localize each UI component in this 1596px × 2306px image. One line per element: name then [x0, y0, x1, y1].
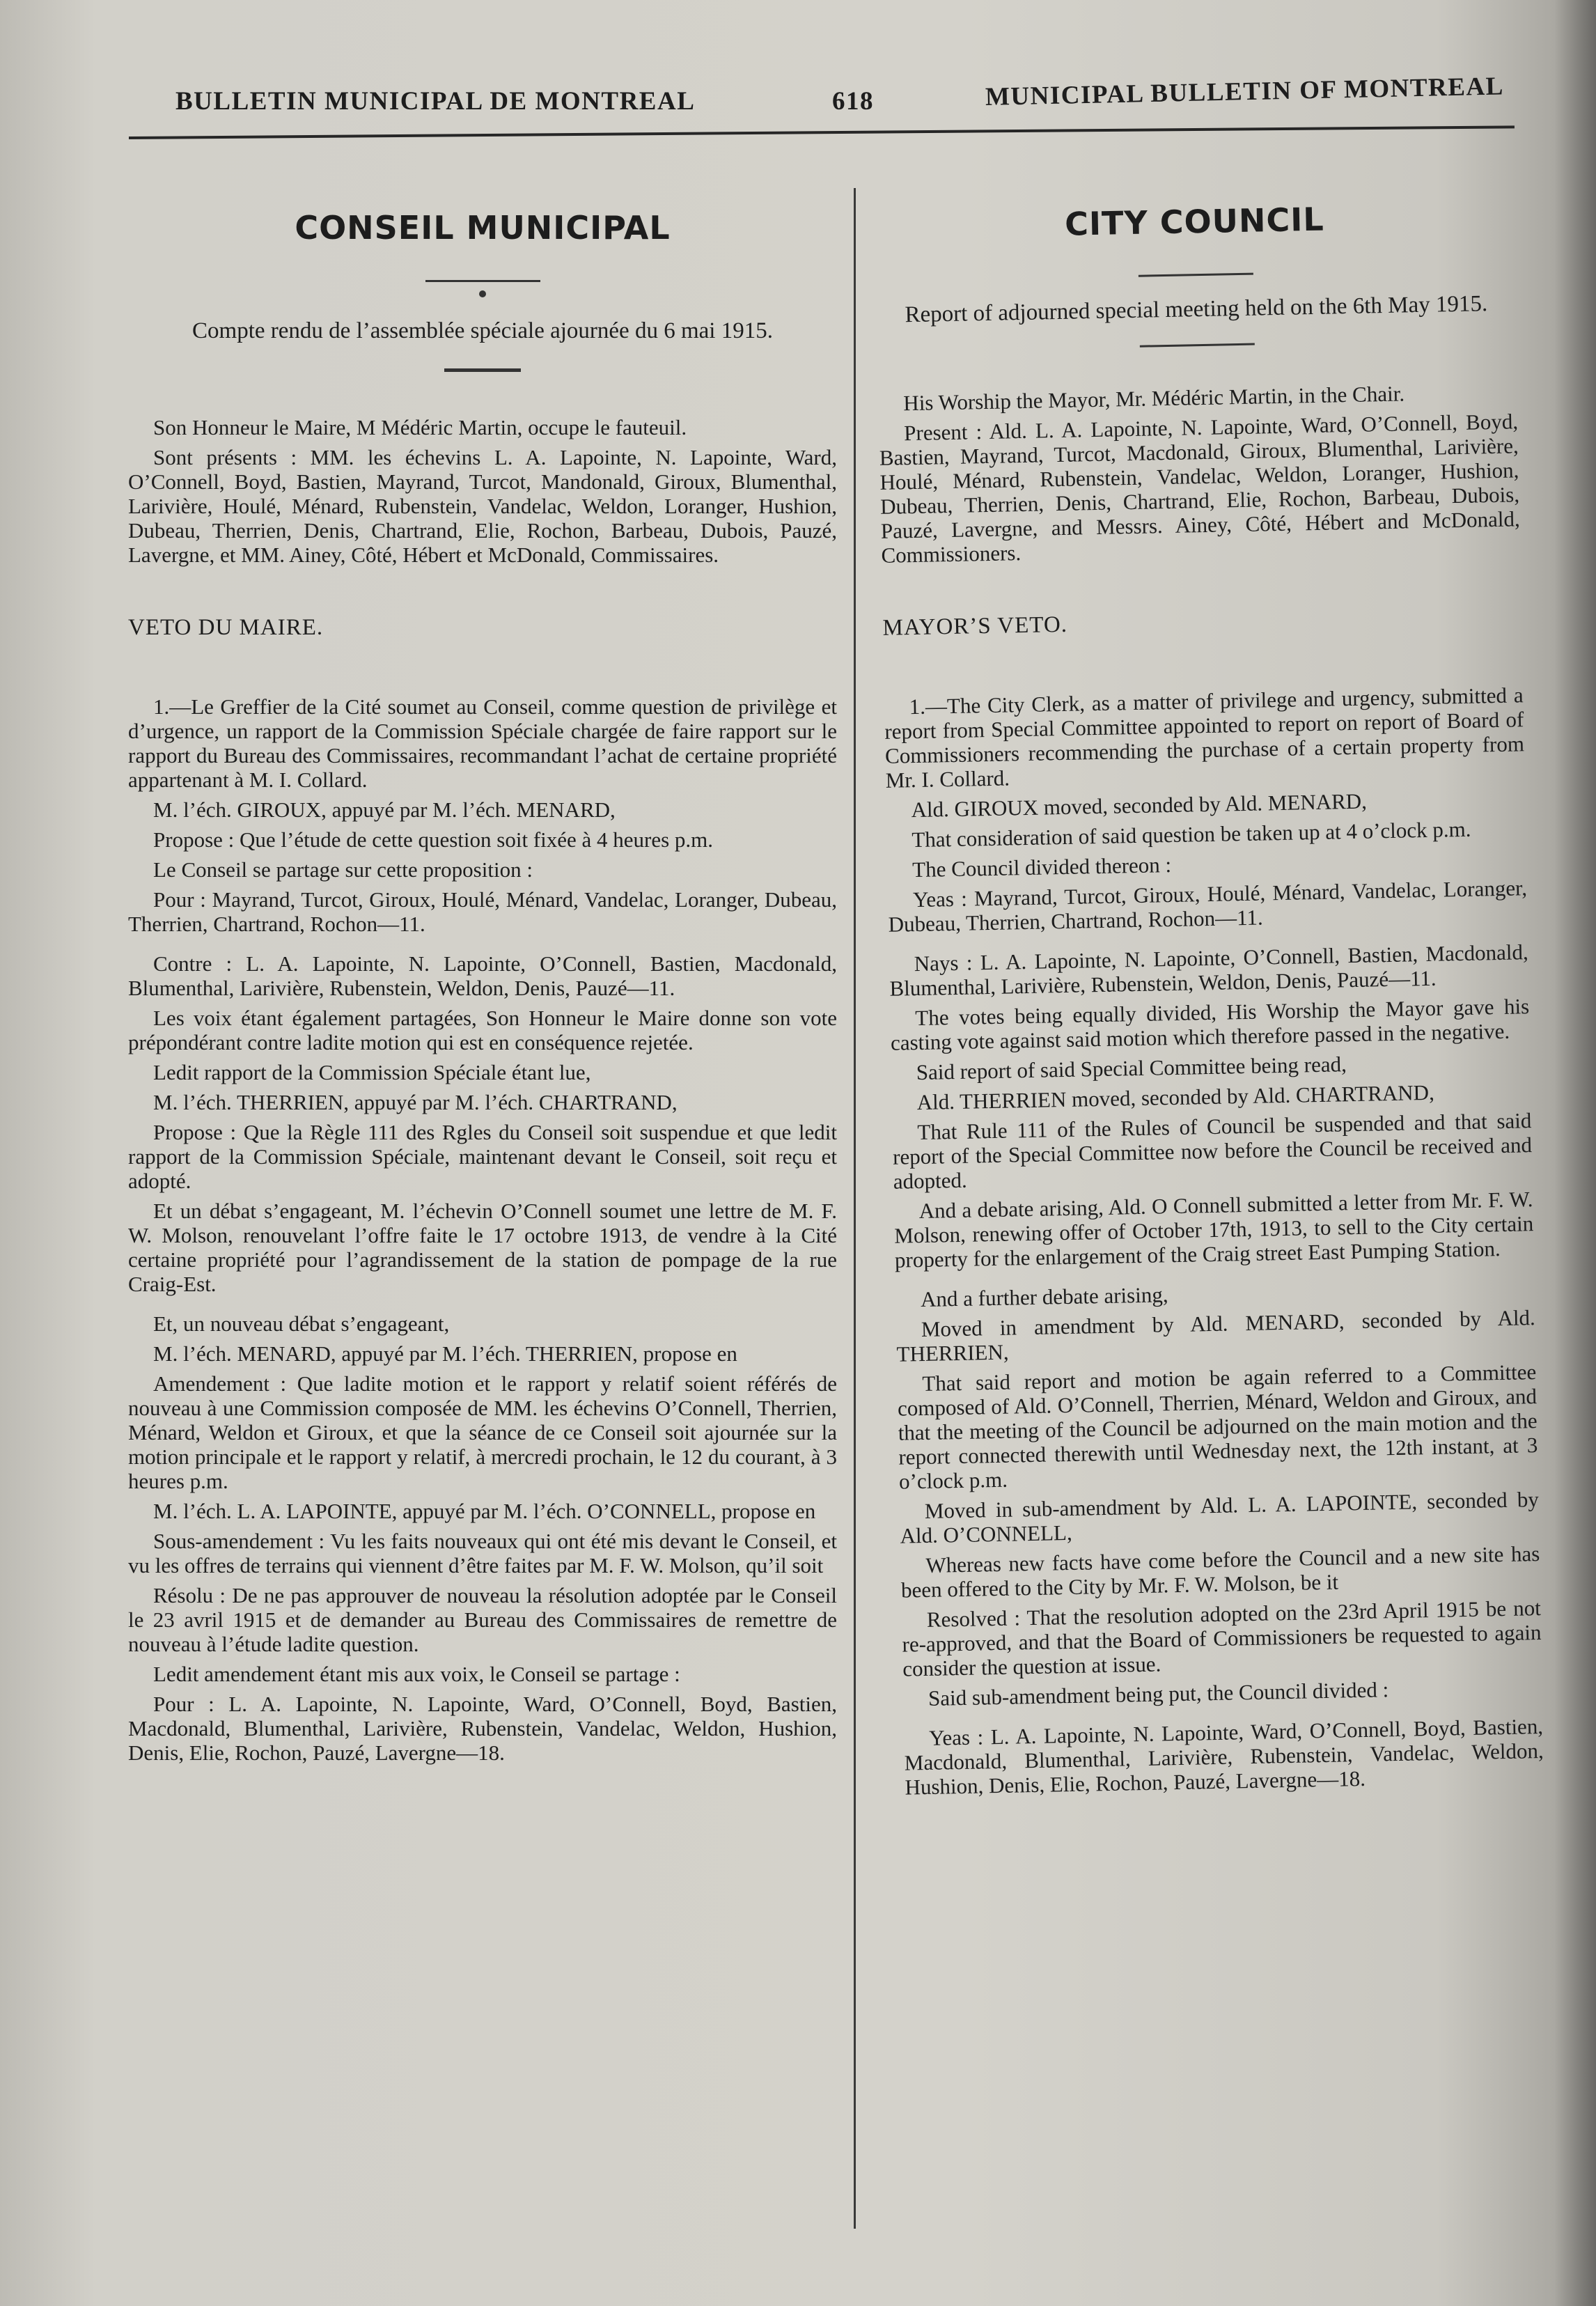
english-paragraph: Said sub-amendment being put, the Council divided : [928, 1677, 1389, 1711]
english-paragraph: Ald. THERRIEN moved, seconded by Ald. CHARTRAND, [916, 1080, 1435, 1115]
french-paragraph: Propose : Que l’étude de cette question soit fixée à 4 heures p.m. [153, 827, 714, 852]
english-paragraph: The Council divided thereon : [912, 852, 1172, 882]
english-paragraph: Whereas new facts have come before the Council and a new site has been offered to the City by Mr. F. W. Molson, be it [900, 1541, 1540, 1603]
subtitle-rule [444, 368, 521, 372]
english-subtitle: Report of adjourned special meeting held on the 6th May 1915. [905, 291, 1488, 328]
english-paragraph: Moved in amendment by Ald. MENARD, seconded by Ald. THERRIEN, [896, 1305, 1536, 1366]
english-paragraph: That said report and motion be again referred to a Committee composed of Ald. O’Connell, Therrien, Ménard, Weldon and Giroux, and that the meeting of the Council be adjourned on the main motion and the report connected therewith until Wednesday next, the 12th instant, at 3 o’clock p.m. [897, 1360, 1538, 1494]
english-paragraph: Nays : L. A. Lapointe, N. Lapointe, O’Connell, Bastien, Macdonald, Blumenthal, Larivière, Rubenstein, Weldon, Denis, Pauzé—11. [889, 940, 1528, 1001]
french-subtitle: Compte rendu de l’assemblée spéciale ajournée du 6 mai 1915. [192, 318, 773, 343]
header-french-title: BULLETIN MUNICIPAL DE MONTREAL [175, 87, 696, 116]
french-paragraph: Ledit amendement étant mis aux voix, le Conseil se partage : [153, 1662, 680, 1686]
french-paragraph: Pour : L. A. Lapointe, N. Lapointe, Ward, O’Connell, Boyd, Bastien, Macdonald, Blumenthal, Larivière, Rubenstein, Vandelac, Weldon, Hushion, Denis, Elie, Rochon, Pauzé, Lavergne—18. [128, 1692, 837, 1765]
french-paragraph: Contre : L. A. Lapointe, N. Lapointe, O’Connell, Bastien, Macdonald, Blumenthal, Larivière, Rubenstein, Weldon, Denis, Pauzé—11. [128, 951, 837, 1000]
french-paragraph: 1.—Le Greffier de la Cité soumet au Conseil, comme question de privilège et d’urgence, un rapport de la Commission Spéciale chargée de faire rapport sur le rapport du Bureau des Commissaires, recommandant l’achat de certaine propriété appartenant à M. I. Collard. [128, 694, 837, 792]
french-column [128, 209, 837, 1765]
subtitle-rule [1139, 343, 1254, 348]
title-rule [1138, 273, 1253, 277]
page-edge-shadow [1554, 0, 1596, 2306]
french-veto-heading: VETO DU MAIRE. [128, 615, 324, 640]
header-rule [129, 125, 1515, 139]
french-paragraph: M. l’éch. THERRIEN, appuyé par M. l’éch. CHARTRAND, [153, 1090, 678, 1114]
english-paragraph: Yeas : L. A. Lapointe, N. Lapointe, Ward, O’Connell, Boyd, Bastien, Macdonald, Blumenthal, Larivière, Rubenstein, Vandelac, Weldon, Hushion, Denis, Elie, Rochon, Pauzé, Lavergne—18. [904, 1713, 1544, 1800]
english-paragraph: 1.—The City Clerk, as a matter of privilege and urgency, submitted a report from Special Committee appointed to report on report of Board of Commissioners recommending the purchase of a certain property from Mr. I. Collard. [884, 683, 1525, 793]
column-divider [854, 188, 856, 2229]
french-paragraph: Résolu : De ne pas approuver de nouveau la résolution adoptée par le Conseil le 23 avril 1915 et de demander au Bureau des Commissaires de remettre de nouveau à l’étude ladite question. [128, 1583, 837, 1656]
title-rule [425, 280, 540, 282]
french-paragraph: Propose : Que la Règle 111 des Rgles du Conseil soit suspendue et que ledit rapport de la Commission Spéciale, maintenant devant le Conseil, soit reçu et adopté. [128, 1120, 837, 1193]
english-paragraph: That Rule 111 of the Rules of Council be suspended and that said report of the Special Committee now before the Council be received and adopted. [892, 1108, 1533, 1194]
french-paragraph: Le Conseil se partage sur cette proposition : [153, 857, 533, 882]
english-column [875, 196, 1544, 1799]
english-paragraph: Ald. GIROUX moved, seconded by Ald. MENARD, [911, 788, 1368, 823]
french-paragraph: Les voix étant également partagées, Son Honneur le Maire donne son vote prépondérant contre ladite motion qui est en conséquence rejetée. [128, 1006, 837, 1054]
french-paragraph: Amendement : Que ladite motion et le rapport y relatif soient référés de nouveau à une Commission composée de MM. les échevins O’Connell, Therrien, Ménard, Weldon et Giroux, et que la séance de ce Conseil soit ajournée sur la motion principale et le rapport y relatif, à mercredi prochain, le 12 du courant, à 3 heures p.m. [128, 1371, 837, 1493]
page-header [125, 72, 1511, 118]
french-paragraph: M. l’éch. GIROUX, appuyé par M. l’éch. MENARD, [153, 797, 616, 822]
english-paragraph: Yeas : Mayrand, Turcot, Giroux, Houlé, Ménard, Vandelac, Loranger, Dubeau, Therrien, Chartrand, Rochon—11. [888, 875, 1528, 937]
french-paragraph: M. l’éch. L. A. LAPOINTE, appuyé par M. l’éch. O’CONNELL, propose en [153, 1499, 816, 1523]
english-veto-heading: MAYOR’S VETO. [882, 611, 1068, 641]
english-paragraph: Resolved : That the resolution adopted on the 23rd April 1915 be not re-approved, and that the Board of Commissioners be requested to again consider the question at issue. [902, 1596, 1542, 1681]
page-number: 618 [832, 87, 874, 116]
english-paragraph: And a debate arising, Ald. O Connell submitted a letter from Mr. F. W. Molson, renewing offer of October 17th, 1913, to sell to the City certain property for the enlargement of the Craig street East Pumping Station. [893, 1187, 1534, 1272]
english-chair: His Worship the Mayor, Mr. Médéric Martin, in the Chair. [903, 381, 1405, 416]
french-paragraph: Sous-amendement : Vu les faits nouveaux qui ont été mis devant le Conseil, et vu les offres de terrains qui viennent d’être faites par M. F. W. Molson, qu’il soit [128, 1529, 837, 1577]
french-paragraph: Et, un nouveau débat s’engageant, [153, 1311, 450, 1336]
french-title: CONSEIL MUNICIPAL [295, 209, 671, 247]
french-paragraph: M. l’éch. MENARD, appuyé par M. l’éch. THERRIEN, propose en [153, 1341, 737, 1366]
ornament-dot [479, 290, 486, 297]
english-paragraph: Moved in sub-amendment by Ald. L. A. LAPOINTE, seconded by Ald. O’CONNELL, [900, 1487, 1540, 1548]
french-paragraph: Et un débat s’engageant, M. l’échevin O’Connell soumet une lettre de M. F. W. Molson, renouvelant l’offre faite le 17 octobre 1913, de vendre à la Cité certaine propriété pour l’agrandissement de la station de pompage de la rue Craig-Est. [128, 1199, 837, 1296]
french-paragraph: Pour : Mayrand, Turcot, Giroux, Houlé, Ménard, Vandelac, Loranger, Dubeau, Therrien, Chartrand, Rochon—11. [128, 887, 837, 936]
header-english-title: MUNICIPAL BULLETIN OF MONTREAL [985, 72, 1505, 111]
english-paragraph: The votes being equally divided, His Worship the Mayor gave his casting vote against said motion which therefore passed in the negative. [890, 994, 1530, 1055]
french-chair: Son Honneur le Maire, M Médéric Martin, occupe le fauteuil. [153, 415, 687, 439]
english-paragraph: And a further debate arising, [920, 1282, 1168, 1312]
english-present: Present : Ald. L. A. Lapointe, N. Lapointe, Ward, O’Connell, Boyd, Bastien, Mayrand, Turcot, Macdonald, Giroux, Blumenthal, Larivière, Houlé, Ménard, Rubenstein, Vandelac, Weldon, Loranger, Hushion, Dubeau, Therrien, Denis, Chartrand, Elie, Rochon, Barbeau, Dubois, Pauzé, Lavergne, and Messrs. Ainey, Côté, Hébert and McDonald, Commissioners. [879, 409, 1521, 568]
english-paragraph: Said report of said Special Committee being read, [916, 1052, 1347, 1085]
english-title: CITY COUNCIL [1064, 200, 1325, 243]
french-present: Sont présents : MM. les échevins L. A. Lapointe, N. Lapointe, Ward, O’Connell, Boyd, Bastien, Mayrand, Turcot, Mandonald, Giroux, Blumenthal, Larivière, Houlé, Ménard, Rubenstein, Vandelac, Weldon, Loranger, Hushion, Dubeau, Therrien, Denis, Chartrand, Elie, Rochon, Barbeau, Dubois, Pauzé, Lavergne, et MM. Ainey, Côté, Hébert et McDonald, Commissaires. [128, 445, 837, 567]
english-paragraph: That consideration of said question be taken up at 4 o’clock p.m. [912, 816, 1471, 852]
french-paragraph: Ledit rapport de la Commission Spéciale étant lue, [153, 1060, 591, 1084]
